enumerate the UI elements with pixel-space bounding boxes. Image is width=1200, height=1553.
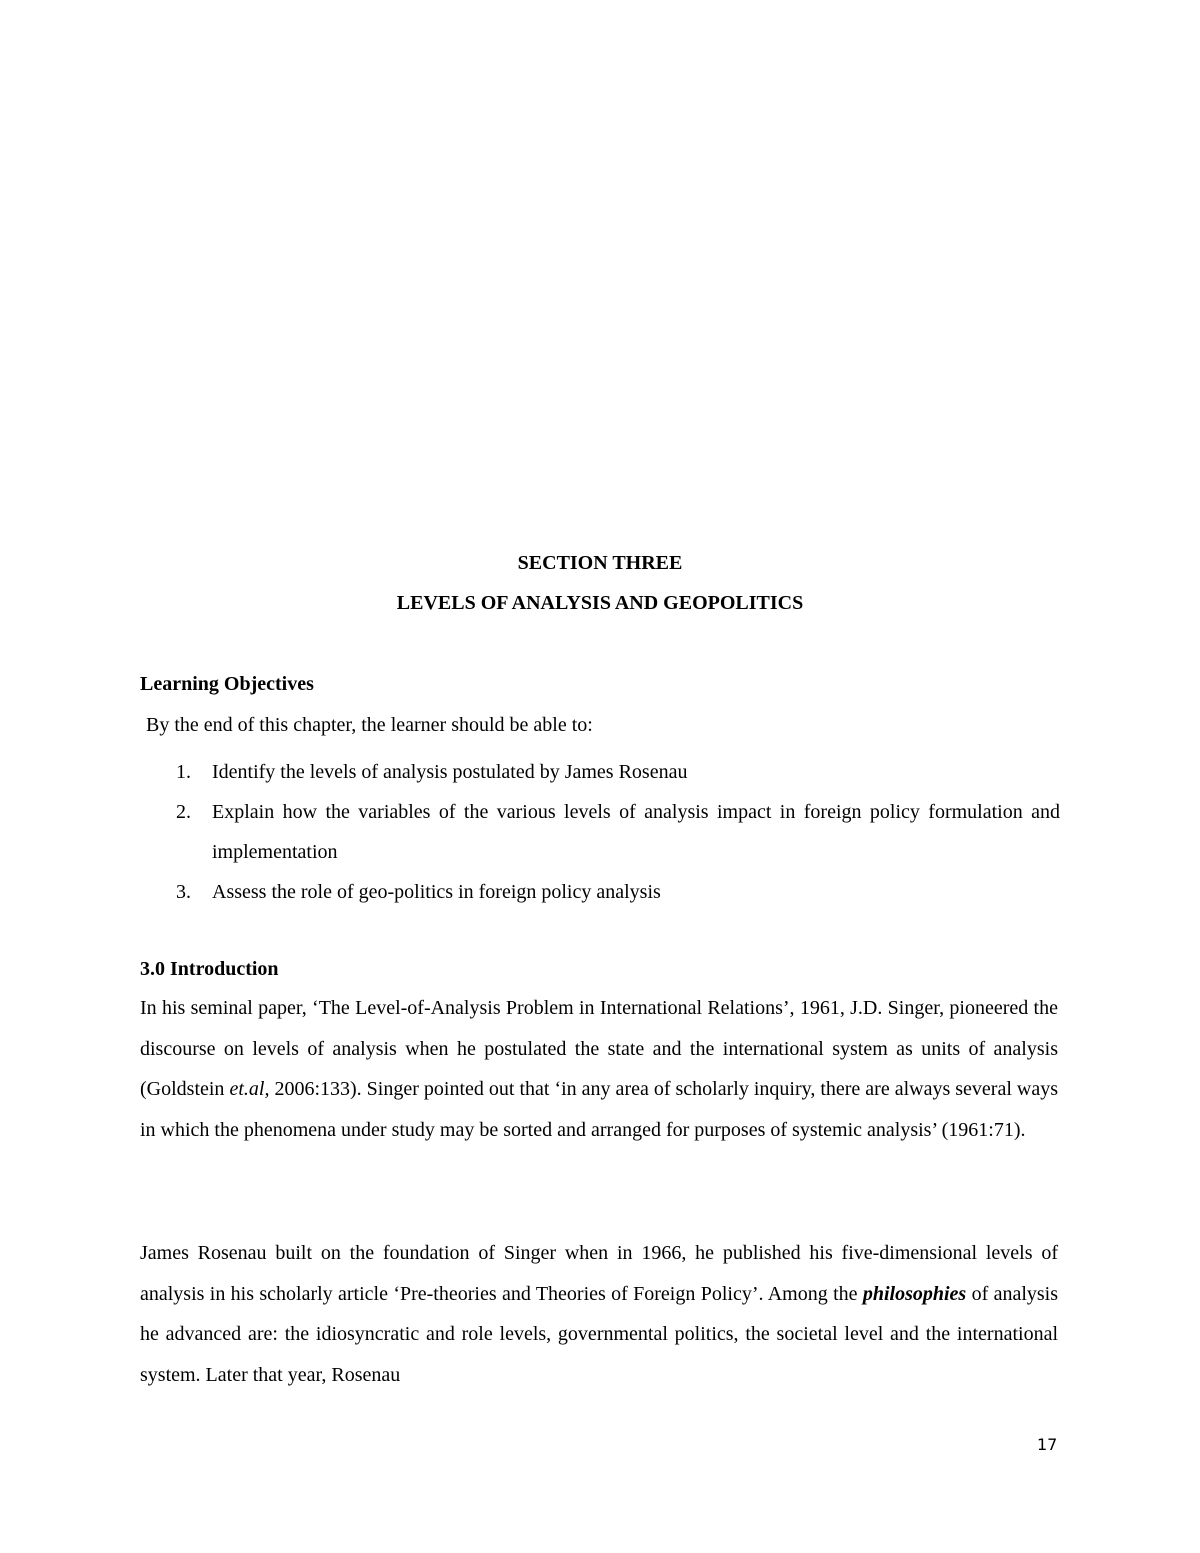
introduction-paragraph-2 <box>140 1233 1058 1395</box>
learning-objectives-heading: Learning Objectives <box>140 673 314 695</box>
objectives-lead: By the end of this chapter, the learner should be able to: <box>146 714 593 736</box>
paragraph-text: 2006:133). Singer pointed out that ‘in any area of scholarly inquiry, there are always several ways in which the phenomena under study may be sorted and arranged for purposes of systemic analysis’ (1961:71). <box>140 1078 1058 1141</box>
section-title: LEVELS OF ANALYSIS AND GEOPOLITICS <box>396 592 804 614</box>
emphasis-philosophies: philosophies <box>862 1282 967 1305</box>
introduction-heading: 3.0 Introduction <box>140 958 279 980</box>
objective-number: 1. <box>176 761 191 783</box>
objective-text: Assess the role of geo-politics in foreign policy analysis <box>212 881 661 903</box>
objective-number: 2. <box>176 801 191 823</box>
objective-item <box>140 872 1060 912</box>
objective-text: Explain how the variables of the various levels of analysis impact in foreign policy formulation and implementation <box>212 801 1060 863</box>
objective-item <box>140 792 1060 872</box>
objective-item <box>140 752 1060 792</box>
objectives-list <box>140 752 1060 912</box>
introduction-paragraph-1 <box>140 988 1058 1150</box>
section-label: SECTION THREE <box>517 552 683 574</box>
paragraph-text: James Rosenau built on the foundation of Singer when in 1966, he published his five-dimensional levels of analysis in his scholarly article ‘Pre-theories and Theories of Foreign Policy’. Among the <box>140 1242 1058 1305</box>
objective-text: Identify the levels of analysis postulated by James Rosenau <box>212 761 688 783</box>
citation-etal: et.al, <box>229 1078 270 1100</box>
paragraph-text: In his seminal paper, ‘The Level-of-Analysis Problem in International Relations’, 1961, J.D. Singer, pioneered the discourse on levels of analysis when he postulated the state and the international system as units of analysis (Goldstein <box>140 997 1058 1100</box>
objective-number: 3. <box>176 881 191 903</box>
page-number: 17 <box>1037 1435 1058 1454</box>
paragraph-text: of analysis he advanced are: the idiosyncratic and role levels, governmental politics, the societal level and the international system. Later that year, Rosenau <box>140 1282 1059 1386</box>
